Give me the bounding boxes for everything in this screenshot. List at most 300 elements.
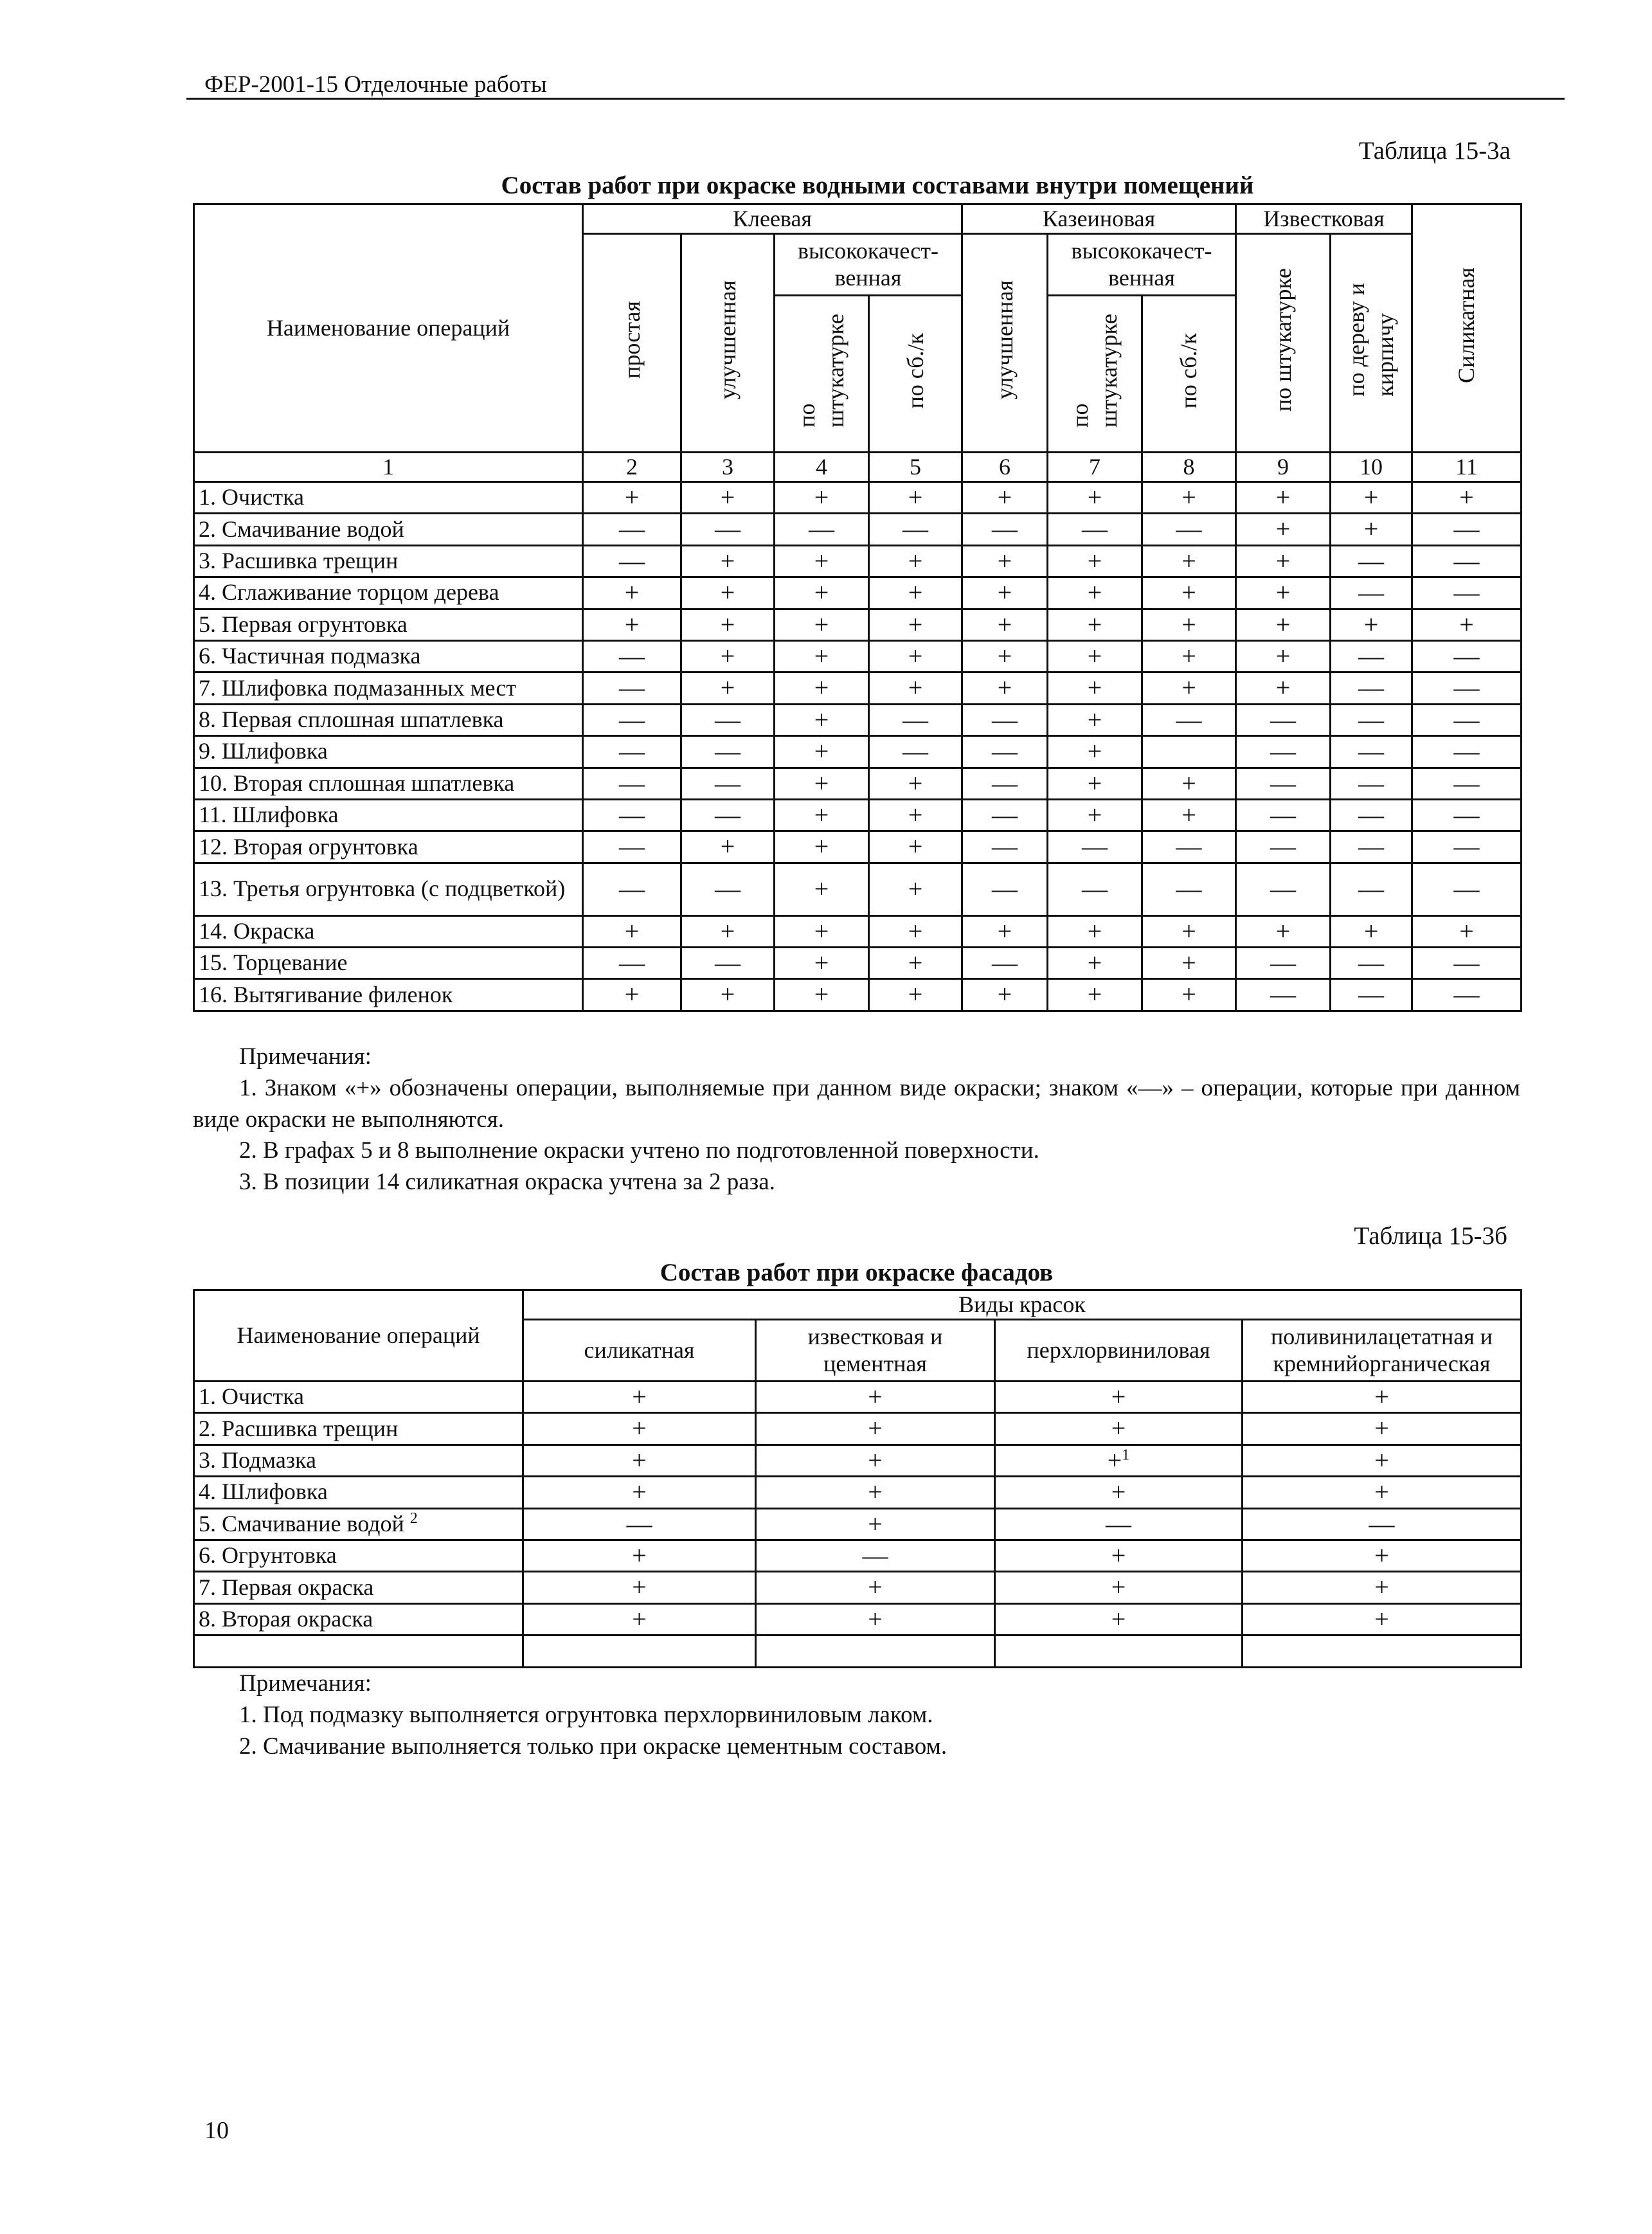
operation-name: 1. Очистка xyxy=(194,482,583,514)
table-a-head-po-shtukaturke-3-label: по штукатурке xyxy=(1270,268,1296,412)
mark-cell: + xyxy=(583,609,681,640)
mark-cell: + xyxy=(775,831,869,863)
column-number: 7 xyxy=(1048,453,1142,482)
operation-name xyxy=(194,1572,523,1603)
mark-cell: + xyxy=(962,482,1048,514)
table-row xyxy=(194,1540,1522,1571)
footnote-ref: 2 xyxy=(409,1510,418,1527)
operation-name: 6. Частичная подмазка xyxy=(194,640,583,672)
mark-value: — xyxy=(626,1509,652,1538)
table-row xyxy=(194,1477,1522,1508)
operation-name: 11. Шлифовка xyxy=(194,799,583,831)
table-a-head-uluchshennaya-2 xyxy=(962,234,1048,453)
table-b-notes-heading: Примечания: xyxy=(239,1670,372,1697)
mark-cell: + xyxy=(1142,948,1236,979)
mark-cell: + xyxy=(1048,545,1142,577)
mark-cell: — xyxy=(1331,545,1412,577)
table-a-head-po-sb-2 xyxy=(1142,296,1236,453)
table-a-head-uluchshennaya-label: улучшенная xyxy=(714,280,741,400)
mark-value: + xyxy=(1374,1382,1389,1411)
mark-cell: + xyxy=(1048,577,1142,609)
mark-cell xyxy=(523,1635,756,1668)
table-a-head-prostaya-label: простая xyxy=(618,301,645,379)
operation-name: 7. Шлифовка подмазанных мест xyxy=(194,672,583,704)
table-a-notes-heading: Примечания: xyxy=(239,1043,372,1070)
mark-cell: — xyxy=(1331,831,1412,863)
mark-cell xyxy=(756,1477,995,1508)
operation-name xyxy=(194,1413,523,1445)
mark-cell: + xyxy=(1142,640,1236,672)
mark-cell xyxy=(1243,1635,1522,1668)
mark-cell: — xyxy=(583,640,681,672)
mark-cell: — xyxy=(583,831,681,863)
operation-name: 5. Первая огрунтовка xyxy=(194,609,583,640)
mark-cell: + xyxy=(681,979,775,1011)
mark-cell: — xyxy=(1142,831,1236,863)
operation-name: 4. Сглаживание торцом дерева xyxy=(194,577,583,609)
table-row xyxy=(194,577,1522,609)
mark-cell: — xyxy=(869,704,962,735)
mark-cell: + xyxy=(775,640,869,672)
mark-cell: — xyxy=(962,704,1048,735)
operation-name-text: 5. Смачивание водой xyxy=(199,1511,404,1537)
mark-cell: + xyxy=(1236,577,1331,609)
mark-cell: — xyxy=(583,948,681,979)
mark-cell: + xyxy=(1412,609,1522,640)
table-row xyxy=(194,482,1522,514)
mark-cell: + xyxy=(1048,482,1142,514)
mark-cell: + xyxy=(1142,545,1236,577)
mark-value: + xyxy=(868,1477,883,1507)
mark-cell: — xyxy=(1412,736,1522,768)
mark-cell: — xyxy=(583,704,681,735)
table-a-head-po-sb-label: по сб./к xyxy=(902,332,928,409)
mark-cell: + xyxy=(1412,482,1522,514)
mark-value: + xyxy=(1111,1604,1126,1634)
mark-cell: + xyxy=(1048,768,1142,799)
mark-cell: + xyxy=(869,609,962,640)
mark-cell: — xyxy=(962,948,1048,979)
mark-cell: — xyxy=(1412,672,1522,704)
mark-cell: — xyxy=(1331,640,1412,672)
mark-value: + xyxy=(868,1604,883,1634)
operation-name xyxy=(194,1445,523,1476)
mark-cell: + xyxy=(681,672,775,704)
mark-cell: — xyxy=(1142,704,1236,735)
table-row xyxy=(194,1635,1522,1668)
mark-cell: + xyxy=(1331,482,1412,514)
mark-cell: + xyxy=(869,545,962,577)
operation-name-text: 6. Огрунтовка xyxy=(199,1542,337,1569)
mark-cell: — xyxy=(583,799,681,831)
table-a-note-1: 1. Знаком «+» обозначены операции, выполняемые при данном виде окраски; знаком «—» – операции, которые при данном виде окраски не выполняются. xyxy=(193,1074,1520,1133)
mark-cell xyxy=(1243,1508,1522,1540)
table-row xyxy=(194,979,1522,1011)
mark-cell: + xyxy=(869,915,962,947)
mark-cell: — xyxy=(1412,863,1522,915)
mark-cell: + xyxy=(1048,640,1142,672)
mark-value: + xyxy=(632,1477,647,1507)
mark-cell: + xyxy=(681,609,775,640)
mark-cell xyxy=(756,1572,995,1603)
mark-cell: — xyxy=(1236,704,1331,735)
mark-cell: — xyxy=(1048,863,1142,915)
mark-cell xyxy=(995,1413,1243,1445)
mark-cell: + xyxy=(869,948,962,979)
mark-cell: + xyxy=(962,672,1048,704)
mark-cell: + xyxy=(1048,799,1142,831)
table-row xyxy=(194,1603,1522,1635)
mark-cell: + xyxy=(681,831,775,863)
column-number: 11 xyxy=(1412,453,1522,482)
mark-cell: + xyxy=(1048,979,1142,1011)
table-a-head-po-derevu-label: по дереву и кирпичу xyxy=(1343,283,1398,397)
mark-cell: — xyxy=(1331,799,1412,831)
mark-cell: + xyxy=(681,577,775,609)
mark-cell xyxy=(995,1603,1243,1635)
mark-cell: — xyxy=(681,736,775,768)
table-row xyxy=(194,1445,1522,1476)
table-row xyxy=(194,831,1522,863)
table-a-head-silikatnaya xyxy=(1412,204,1522,453)
mark-cell: — xyxy=(1412,768,1522,799)
header-rule xyxy=(186,98,1565,100)
mark-cell: — xyxy=(1412,799,1522,831)
mark-cell: + xyxy=(775,915,869,947)
mark-cell: — xyxy=(1412,979,1522,1011)
mark-cell: — xyxy=(1236,863,1331,915)
table-a-head-po-sb xyxy=(869,296,962,453)
mark-cell: + xyxy=(775,545,869,577)
mark-cell: + xyxy=(583,979,681,1011)
mark-value: + xyxy=(868,1572,883,1602)
mark-value: + xyxy=(868,1445,883,1475)
mark-cell: + xyxy=(1142,577,1236,609)
mark-cell: — xyxy=(1412,514,1522,545)
mark-cell: + xyxy=(1142,672,1236,704)
mark-cell: + xyxy=(583,577,681,609)
mark-value: + xyxy=(1374,1414,1389,1443)
mark-value: + xyxy=(1111,1477,1126,1507)
operation-name xyxy=(194,1508,523,1540)
table-a-head-po-shtukaturke-3 xyxy=(1236,234,1331,453)
mark-cell: + xyxy=(1236,640,1331,672)
column-number: 5 xyxy=(869,453,962,482)
column-number: 3 xyxy=(681,453,775,482)
mark-cell: — xyxy=(681,768,775,799)
mark-cell: + xyxy=(775,863,869,915)
table-b-title: Состав работ при окраске фасадов xyxy=(660,1259,1054,1286)
table-a-head-po-derevu xyxy=(1331,234,1412,453)
table-b-note-2: 2. Смачивание выполняется только при окраске цементным составом. xyxy=(239,1733,947,1760)
mark-value: — xyxy=(1369,1509,1395,1538)
operation-name xyxy=(194,1540,523,1571)
mark-value: + xyxy=(632,1572,647,1602)
mark-cell: + xyxy=(1048,915,1142,947)
table-b-number: Таблица 15-3б xyxy=(1354,1222,1507,1250)
mark-value: + xyxy=(1374,1604,1389,1634)
mark-cell xyxy=(523,1572,756,1603)
operation-name: 14. Окраска xyxy=(194,915,583,947)
mark-cell: + xyxy=(1236,915,1331,947)
mark-cell: + xyxy=(1048,704,1142,735)
mark-cell: — xyxy=(962,768,1048,799)
mark-cell: + xyxy=(681,640,775,672)
table-a-head-operations: Наименование операций xyxy=(194,204,583,453)
mark-cell xyxy=(523,1413,756,1445)
mark-cell xyxy=(995,1382,1243,1413)
table-a-notes xyxy=(193,1041,1520,1198)
mark-value: — xyxy=(1106,1509,1131,1538)
mark-cell: — xyxy=(1331,768,1412,799)
mark-cell: + xyxy=(1048,672,1142,704)
page-number: 10 xyxy=(204,2117,229,2144)
table-b-head-polivinilacetatnaya: поливинилацетатная и кремнийорганическая xyxy=(1243,1320,1522,1382)
mark-cell: — xyxy=(681,514,775,545)
mark-cell: — xyxy=(1236,948,1331,979)
table-a-head-vysoko-kleevaya: высококачест- венная xyxy=(775,234,962,296)
table-row xyxy=(194,1572,1522,1603)
mark-cell: — xyxy=(962,799,1048,831)
mark-cell: + xyxy=(1412,915,1522,947)
mark-cell xyxy=(995,1635,1243,1668)
mark-cell: + xyxy=(1142,915,1236,947)
mark-cell: — xyxy=(962,736,1048,768)
mark-cell: + xyxy=(775,948,869,979)
mark-cell xyxy=(1243,1603,1522,1635)
mark-value: + xyxy=(632,1445,647,1475)
mark-cell: + xyxy=(1048,736,1142,768)
operation-name-text: 7. Первая окраска xyxy=(199,1574,374,1600)
mark-value: + xyxy=(1374,1540,1389,1570)
table-row xyxy=(194,672,1522,704)
mark-cell: — xyxy=(962,831,1048,863)
mark-cell: — xyxy=(1236,979,1331,1011)
table-b xyxy=(193,1289,1522,1668)
mark-cell: + xyxy=(869,768,962,799)
mark-cell xyxy=(1243,1382,1522,1413)
mark-cell: — xyxy=(1236,831,1331,863)
mark-cell: + xyxy=(869,672,962,704)
mark-value: + xyxy=(1111,1414,1126,1443)
table-row xyxy=(194,545,1522,577)
mark-cell: — xyxy=(1236,736,1331,768)
table-a-number: Таблица 15-3а xyxy=(1358,137,1511,165)
mark-cell: — xyxy=(1331,948,1412,979)
mark-cell: + xyxy=(775,704,869,735)
table-row xyxy=(194,514,1522,545)
table-a-head-vysoko-kazeinovaya: высококачест- венная xyxy=(1048,234,1236,296)
mark-cell xyxy=(756,1508,995,1540)
mark-cell: + xyxy=(1331,609,1412,640)
mark-cell: — xyxy=(1142,863,1236,915)
mark-cell xyxy=(756,1603,995,1635)
running-header: ФЕР-2001-15 Отделочные работы xyxy=(204,71,547,98)
operation-name: 16. Вытягивание филенок xyxy=(194,979,583,1011)
column-number: 2 xyxy=(583,453,681,482)
mark-cell: + xyxy=(583,482,681,514)
table-a-head-uluchshennaya-2-label: улучшенная xyxy=(991,280,1018,400)
mark-cell: — xyxy=(583,768,681,799)
mark-cell: + xyxy=(1236,545,1331,577)
mark-cell: + xyxy=(962,915,1048,947)
mark-cell: + xyxy=(1142,609,1236,640)
mark-cell: — xyxy=(1412,640,1522,672)
mark-cell: — xyxy=(1412,545,1522,577)
operation-name-text: 2. Расшивка трещин xyxy=(199,1415,399,1441)
mark-value: + xyxy=(868,1414,883,1443)
mark-cell: — xyxy=(1331,979,1412,1011)
mark-cell xyxy=(523,1603,756,1635)
mark-cell xyxy=(995,1477,1243,1508)
mark-cell: — xyxy=(1236,799,1331,831)
column-number: 1 xyxy=(194,453,583,482)
mark-cell: + xyxy=(681,915,775,947)
table-b-note-1: 1. Под подмазку выполняется огрунтовка перхлорвиниловым лаком. xyxy=(239,1701,933,1728)
mark-value: + xyxy=(632,1382,647,1411)
mark-cell xyxy=(756,1445,995,1476)
mark-cell: — xyxy=(1412,704,1522,735)
mark-value: + xyxy=(868,1382,883,1411)
mark-cell: — xyxy=(681,863,775,915)
mark-cell xyxy=(1243,1413,1522,1445)
table-row xyxy=(194,736,1522,768)
mark-cell: + xyxy=(869,482,962,514)
mark-cell: — xyxy=(583,672,681,704)
mark-cell: — xyxy=(869,514,962,545)
table-b-head-perhlorvinilovaya: перхлорвиниловая xyxy=(995,1320,1243,1382)
mark-cell: — xyxy=(1331,736,1412,768)
mark-cell: + xyxy=(962,577,1048,609)
mark-cell: + xyxy=(775,979,869,1011)
operation-name-text: 8. Вторая окраска xyxy=(199,1606,373,1632)
table-a-title: Состав работ при окраске водными составами внутри помещений xyxy=(501,172,1254,199)
mark-cell xyxy=(995,1445,1243,1476)
mark-cell: + xyxy=(1236,514,1331,545)
mark-cell: + xyxy=(962,609,1048,640)
mark-cell: + xyxy=(869,640,962,672)
mark-cell: — xyxy=(1048,831,1142,863)
mark-cell: — xyxy=(1048,514,1142,545)
mark-cell: — xyxy=(1412,831,1522,863)
mark-cell xyxy=(995,1572,1243,1603)
operation-name-text: 3. Подмазка xyxy=(199,1447,316,1473)
mark-cell: — xyxy=(962,514,1048,545)
mark-cell: + xyxy=(962,979,1048,1011)
mark-cell xyxy=(1142,736,1236,768)
mark-cell: + xyxy=(1142,768,1236,799)
operation-name: 8. Первая сплошная шпатлевка xyxy=(194,704,583,735)
table-row xyxy=(194,863,1522,915)
operation-name: 15. Торцевание xyxy=(194,948,583,979)
mark-cell: + xyxy=(869,979,962,1011)
mark-cell xyxy=(756,1413,995,1445)
table-a-head-kleevaya: Клеевая xyxy=(583,204,962,234)
mark-cell: + xyxy=(775,799,869,831)
table-a xyxy=(193,203,1522,1012)
mark-cell: + xyxy=(1331,514,1412,545)
table-a-head-uluchshennaya xyxy=(681,234,775,453)
mark-cell xyxy=(523,1477,756,1508)
table-a-head-po-shtukaturke-2-label: по штукатурке xyxy=(1067,314,1122,428)
mark-cell xyxy=(1243,1572,1522,1603)
table-row xyxy=(194,704,1522,735)
mark-cell: + xyxy=(869,799,962,831)
column-number: 10 xyxy=(1331,453,1412,482)
mark-value: + xyxy=(868,1509,883,1538)
mark-value: + xyxy=(1374,1572,1389,1602)
mark-cell: — xyxy=(1236,768,1331,799)
mark-cell: + xyxy=(775,577,869,609)
mark-cell: — xyxy=(1412,577,1522,609)
mark-cell: + xyxy=(1048,609,1142,640)
operation-name: 13. Третья огрунтовка (с подцветкой) xyxy=(194,863,583,915)
table-row xyxy=(194,1413,1522,1445)
column-number: 4 xyxy=(775,453,869,482)
mark-cell: — xyxy=(681,948,775,979)
mark-cell: — xyxy=(1331,672,1412,704)
mark-cell xyxy=(1243,1540,1522,1571)
table-a-head-izvestkovaya: Известковая xyxy=(1236,204,1412,234)
mark-cell xyxy=(523,1445,756,1476)
footnote-ref: 1 xyxy=(1122,1446,1130,1464)
operation-name: 10. Вторая сплошная шпатлевка xyxy=(194,768,583,799)
mark-value: + xyxy=(1107,1445,1122,1475)
mark-cell: + xyxy=(1142,799,1236,831)
operation-name: 12. Вторая огрунтовка xyxy=(194,831,583,863)
column-number: 6 xyxy=(962,453,1048,482)
mark-cell: — xyxy=(1412,948,1522,979)
table-row xyxy=(194,1508,1522,1540)
mark-cell: + xyxy=(1236,609,1331,640)
operation-name-text: 1. Очистка xyxy=(199,1383,305,1410)
mark-cell: + xyxy=(775,768,869,799)
mark-cell: — xyxy=(681,704,775,735)
table-a-head-prostaya xyxy=(583,234,681,453)
mark-value: + xyxy=(1111,1382,1126,1411)
mark-cell: — xyxy=(869,736,962,768)
table-b-head-operations: Наименование операций xyxy=(194,1290,523,1382)
table-row xyxy=(194,768,1522,799)
mark-cell: — xyxy=(1331,863,1412,915)
table-a-head-po-shtukaturke-label: по штукатурке xyxy=(794,314,848,428)
mark-cell xyxy=(523,1508,756,1540)
mark-cell xyxy=(756,1382,995,1413)
mark-cell: + xyxy=(869,831,962,863)
table-row xyxy=(194,640,1522,672)
operation-name xyxy=(194,1477,523,1508)
mark-cell: — xyxy=(583,736,681,768)
mark-value: + xyxy=(632,1604,647,1634)
mark-cell: + xyxy=(1142,482,1236,514)
mark-cell: — xyxy=(1142,514,1236,545)
mark-cell: + xyxy=(775,609,869,640)
table-a-head-po-shtukaturke-2 xyxy=(1048,296,1142,453)
mark-cell: + xyxy=(1236,672,1331,704)
table-a-column-numbers xyxy=(194,453,1522,482)
mark-cell: + xyxy=(1236,482,1331,514)
table-row xyxy=(194,948,1522,979)
table-b-head-silikatnaya: силикатная xyxy=(523,1320,756,1382)
mark-cell: — xyxy=(775,514,869,545)
table-b-head-izvestkovaya: известковая и цементная xyxy=(756,1320,995,1382)
mark-cell xyxy=(523,1540,756,1571)
operation-name xyxy=(194,1382,523,1413)
table-row xyxy=(194,915,1522,947)
mark-cell: + xyxy=(775,482,869,514)
mark-cell: + xyxy=(681,482,775,514)
operation-name-text: 4. Шлифовка xyxy=(199,1479,328,1505)
